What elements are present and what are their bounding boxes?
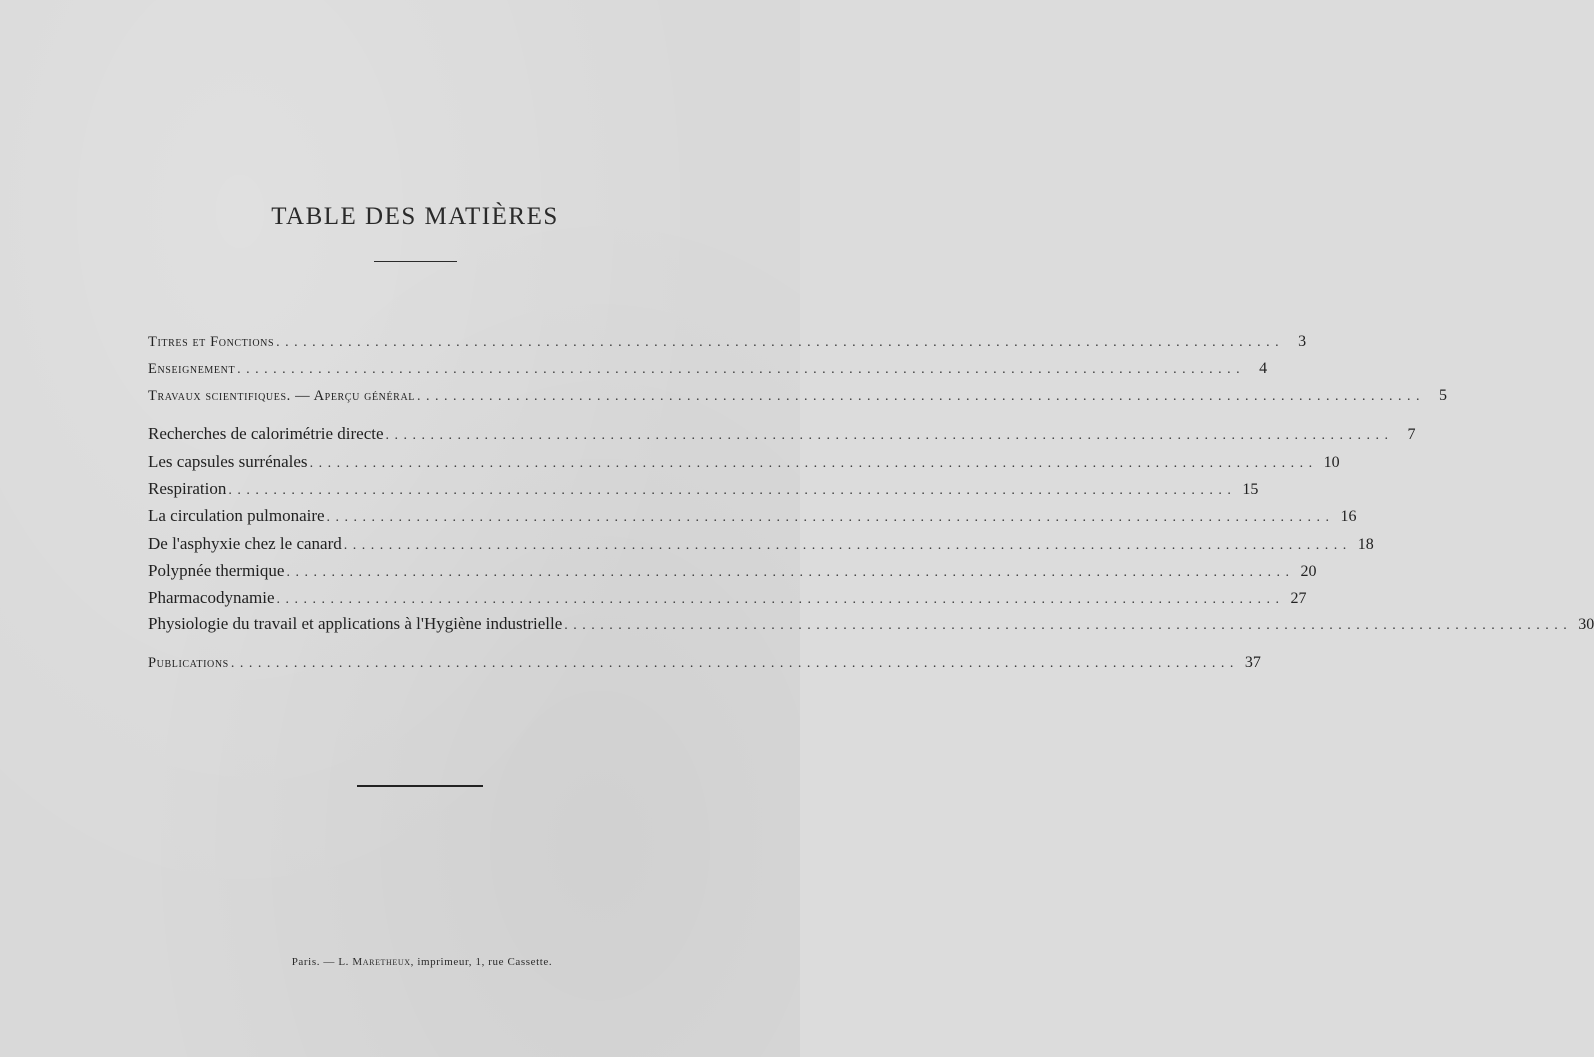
toc-entry-page: 10 (1323, 454, 1340, 471)
toc-entry-label: Pharmacodynamie (148, 588, 275, 607)
dot-leader: ................................................................................................................ (228, 483, 1237, 498)
toc-entry-label: Enseignement (148, 361, 236, 377)
page-title: TABLE DES MATIÈRES (271, 203, 559, 230)
dot-leader: ................................................................................................................ (286, 565, 1295, 580)
toc-entry-publications (148, 654, 1261, 672)
toc-entry-label: Physiologie du travail et applications à l'Hygiène industrielle (148, 614, 563, 633)
toc-entry-page: 15 (1242, 481, 1259, 498)
toc-entry-label: Recherches de calorimétrie directe (148, 424, 384, 443)
toc-entry-label: Respiration (148, 479, 227, 498)
dot-leader: ................................................................................................................ (343, 538, 1352, 553)
toc-entry-label: Polypnée thermique (148, 561, 285, 580)
toc-entry-page: 18 (1357, 536, 1374, 553)
toc-entry-page: 5 (1438, 387, 1447, 404)
toc-entry-pharmacodynamie (148, 588, 1307, 608)
toc-entry-page: 3 (1298, 333, 1307, 350)
toc-entry-label: Titres et Fonctions (148, 334, 275, 350)
toc-entry-label: Les capsules surrénales (148, 452, 308, 471)
toc-entry-label: Publications (148, 655, 229, 671)
dot-leader: ................................................................................................................ (564, 618, 1573, 633)
toc-entry-physiologie (148, 614, 1594, 634)
dot-leader: ................................................................................................................ (416, 389, 1425, 404)
toc-entry-respiration (148, 479, 1259, 499)
toc-entry-asphyxie (148, 534, 1374, 554)
dot-leader: ................................................................................................................ (309, 456, 1318, 471)
toc-entry-page: 4 (1259, 360, 1268, 377)
imprint-prefix: Paris. — L. (291, 956, 353, 968)
toc-entry-label: De l'asphyxie chez le canard (148, 534, 342, 553)
dot-leader: ................................................................................................................ (237, 362, 1246, 377)
dot-leader: ................................................................................................................ (230, 656, 1239, 671)
toc-entry-label: La circulation pulmonaire (148, 506, 325, 525)
toc-entry-label: Travaux scientifiques. — Aperçu général (148, 388, 415, 404)
toc-entry-capsules (148, 452, 1340, 472)
toc-entry-page: 7 (1407, 426, 1416, 443)
toc-entry-page: 16 (1340, 508, 1357, 525)
toc-entry-enseignement (148, 360, 1268, 378)
imprint-suffix: , imprimeur, 1, rue Cassette. (410, 956, 553, 968)
dot-leader: ................................................................................................................ (326, 510, 1335, 525)
printer-imprint (0, 956, 844, 968)
toc-entry-titres (148, 333, 1307, 351)
toc-entry-calorimetrie (148, 424, 1416, 444)
dot-leader: ................................................................................................................ (276, 592, 1285, 607)
toc-entry-page: 20 (1300, 563, 1317, 580)
toc-entry-travaux (148, 387, 1447, 405)
dot-leader: ................................................................................................................ (276, 335, 1285, 350)
toc-entry-circulation (148, 506, 1357, 526)
dot-leader: ................................................................................................................ (385, 428, 1394, 443)
title-rule (374, 261, 457, 262)
toc-entry-page: 27 (1290, 590, 1307, 607)
toc-entry-page: 30 (1578, 616, 1594, 633)
toc-entry-page: 37 (1244, 654, 1261, 671)
toc-entry-polypnee (148, 561, 1317, 581)
imprint-printer: Maretheux (352, 956, 411, 968)
bottom-rule (357, 785, 483, 787)
